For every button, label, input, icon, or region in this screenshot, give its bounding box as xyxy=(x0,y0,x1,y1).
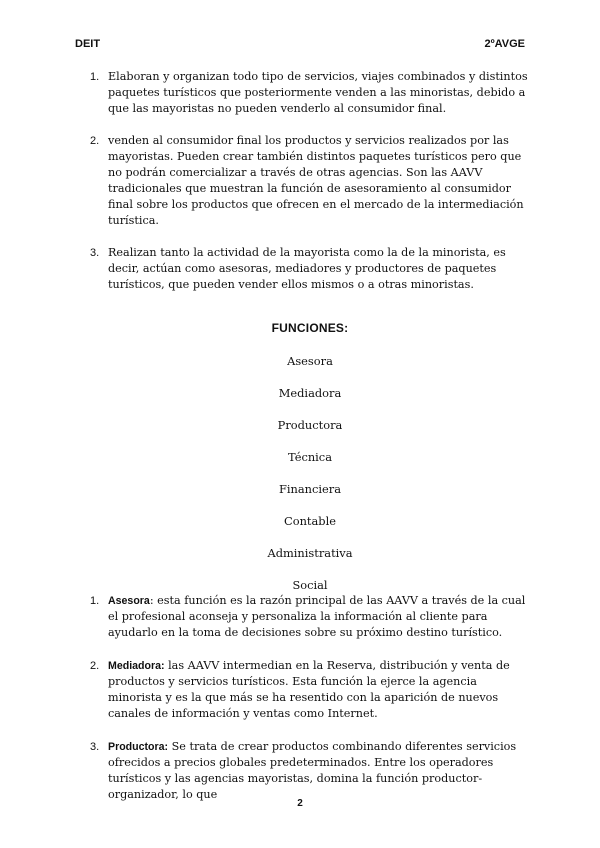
list-item-text: Elaboran y organizan todo tipo de servicios, viajes combinados y distintos paquetes turísticos que posteriormente venden a las minoristas, debido a que las mayoristas no pueden venderlo al consumidor final. xyxy=(108,70,528,115)
function-item: Social xyxy=(292,578,328,592)
list-item-text: Realizan tanto la actividad de la mayorista como la de la minorista, es decir, actúan como asesoras, mediadores y productores de paquetes turísticos, que pueden vender ellos mismos o a otras minoristas. xyxy=(108,246,506,291)
list-item-text: venden al consumidor final los productos y servicios realizados por las mayoristas. Pueden crear también distintos paquetes turísticos pero que no podrán comercializar a través de otras agencias. Son las AAVV tradicionales que muestran la función de asesoramiento al consumidor final sobre los productos que ofrecen en el mercado de la intermediación turística. xyxy=(108,134,524,227)
function-item: Mediadora xyxy=(278,386,342,400)
functions-list xyxy=(90,353,530,593)
list-item-text: Se trata de crear productos combinando diferentes servicios ofrecidos a precios globales predeterminados. Entre los operadores turísticos y las agencias mayoristas, domina la función productor-organizador, lo que xyxy=(108,740,517,801)
header-left-text: DEIT xyxy=(75,38,101,50)
page-number: 2 xyxy=(297,798,303,809)
list-item xyxy=(90,245,530,293)
list-number: 2. xyxy=(90,135,100,147)
function-item: Productora xyxy=(277,418,343,432)
list-item xyxy=(90,739,530,803)
function-term: Asesora xyxy=(108,595,150,607)
list-item xyxy=(90,593,530,641)
list-item-text: las AAVV intermedian en la Reserva, distribución y venta de productos y servicios turísticos. Esta función la ejerce la agencia minorista y es la que más se ha resentido con la aparición de nuevos canales de información y ventas como Internet. xyxy=(108,659,510,720)
list-number: 3. xyxy=(90,741,100,753)
list-item xyxy=(90,658,530,722)
function-item: Contable xyxy=(284,514,336,528)
list-item xyxy=(90,133,530,229)
function-item: Administrativa xyxy=(267,546,353,560)
function-item: Técnica xyxy=(288,450,332,464)
function-term: Mediadora: xyxy=(108,660,165,672)
list-number: 1. xyxy=(90,71,100,83)
list-number: 2. xyxy=(90,660,100,672)
list-number: 3. xyxy=(90,247,100,259)
function-item: Asesora xyxy=(287,354,333,368)
functions-description-list xyxy=(90,593,530,803)
list-item-text: : esta función es la razón principal de las AAVV a través de la cual el profesional aconseja y personaliza la información al cliente para ayudarlo en la toma de decisiones sobre su próximo destino turístico. xyxy=(108,594,526,639)
document-body xyxy=(90,69,530,803)
agency-types-list xyxy=(90,69,530,293)
page-header xyxy=(75,38,525,54)
list-number: 1. xyxy=(90,595,100,607)
function-item: Financiera xyxy=(278,482,341,496)
functions-heading: FUNCIONES: xyxy=(271,321,349,335)
function-term: Productora: xyxy=(108,741,169,753)
header-right-text: 2ºAVGE xyxy=(484,38,525,50)
list-item xyxy=(90,69,530,117)
